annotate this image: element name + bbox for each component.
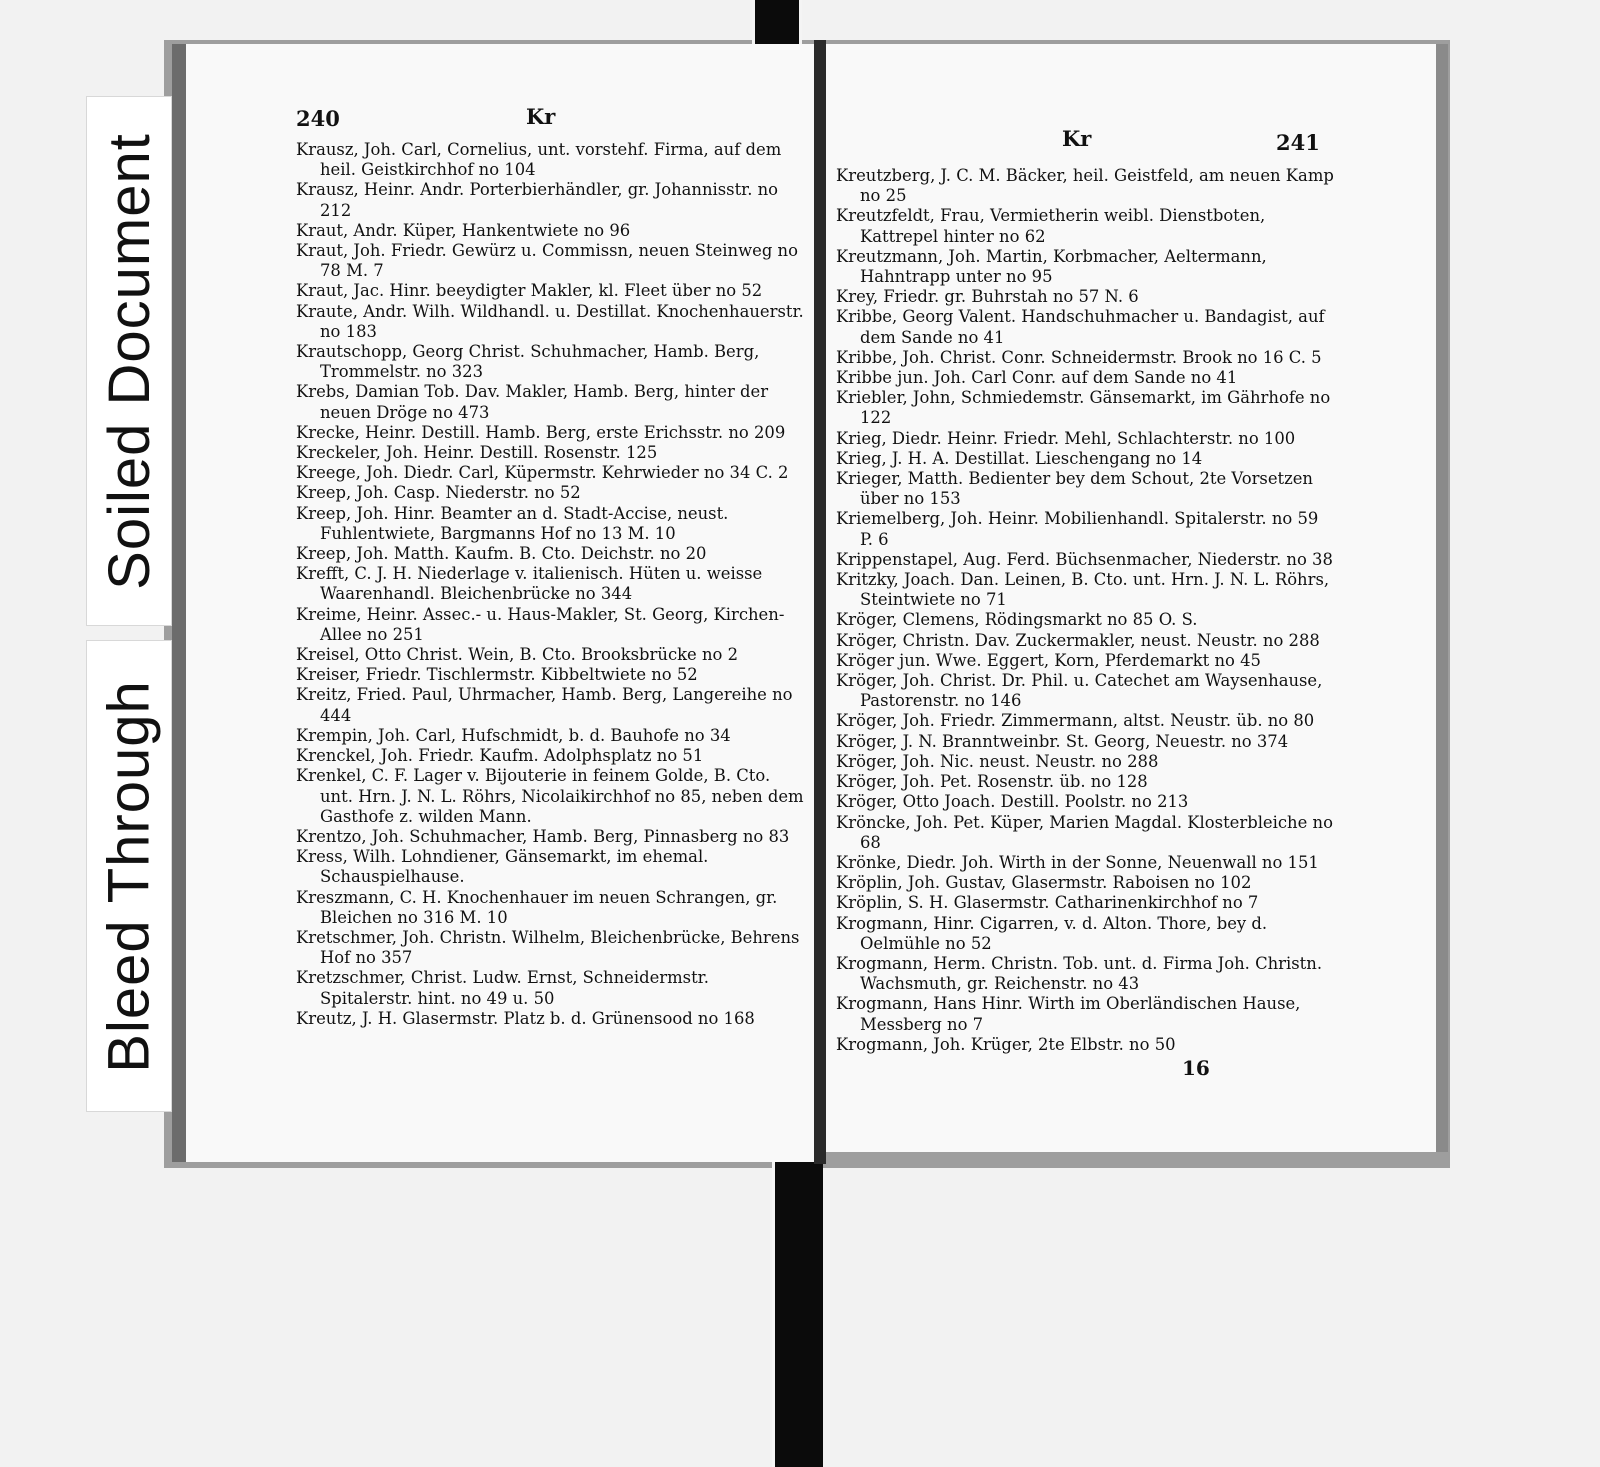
directory-entry: Kraut, Jac. Hinr. beeydigter Makler, kl. Fleet über no 52 (296, 281, 763, 301)
directory-entry: Kröger jun. Wwe. Eggert, Korn, Pferdemarkt no 45 (836, 650, 1261, 670)
right-entry-list (836, 166, 1336, 1055)
bleed-through-label (86, 640, 172, 1112)
directory-entry: Kröger, Clemens, Rödingsmarkt no 85 O. S. (836, 610, 1198, 630)
directory-entry: Kreckeler, Joh. Heinr. Destill. Rosenstr. 125 (296, 443, 658, 463)
left-entry-list (296, 140, 806, 1029)
book-spine-top (752, 0, 802, 50)
directory-entry: Krenkel, C. F. Lager v. Bijouterie in feinem Golde, B. Cto. unt. Hrn. J. N. L. Röhrs, Nicolaikirchhof no 85, neben dem Gasthofe z. wilden Mann. (296, 766, 804, 826)
signature-mark: 16 (1182, 1056, 1210, 1080)
directory-entry: Kriemelberg, Joh. Heinr. Mobilienhandl. Spitalerstr. no 59 P. 6 (836, 509, 1319, 549)
directory-entry: Krenckel, Joh. Friedr. Kaufm. Adolphsplatz no 51 (296, 746, 704, 766)
directory-entry: Kröncke, Joh. Pet. Küper, Marien Magdal. Klosterbleiche no 68 (836, 812, 1333, 852)
directory-entry: Krausz, Heinr. Andr. Porterbierhändler, gr. Johannisstr. no 212 (296, 180, 779, 220)
directory-entry: Kreutzfeldt, Frau, Vermietherin weibl. Dienstboten, Kattrepel hinter no 62 (836, 206, 1266, 246)
directory-entry: Kraute, Andr. Wilh. Wildhandl. u. Destillat. Knochenhauerstr. no 183 (296, 301, 804, 341)
directory-entry: Kreime, Heinr. Assec.- u. Haus-Makler, St. Georg, Kirchen-Allee no 251 (296, 604, 785, 644)
directory-entry: Kreutzmann, Joh. Martin, Korbmacher, Aeltermann, Hahntrapp unter no 95 (836, 246, 1267, 287)
left-page-header: Kr (526, 104, 556, 129)
directory-entry: Krogmann, Herm. Christn. Tob. unt. d. Firma Joh. Christn. Wachsmuth, gr. Reichenstr. no 43 (836, 953, 1323, 994)
soiled-document-text: Soiled Document (96, 132, 162, 590)
directory-entry: Krieger, Matth. Bedienter bey dem Schout, 2te Vorsetzen über no 153 (836, 469, 1313, 509)
directory-entry: Kröger, Joh. Christ. Dr. Phil. u. Catechet am Waysenhause, Pastorenstr. no 146 (836, 671, 1323, 711)
right-page (826, 44, 1448, 1152)
directory-entry: Krentzo, Joh. Schuhmacher, Hamb. Berg, Pinnasberg no 83 (296, 826, 790, 846)
directory-entry: Kribbe, Georg Valent. Handschuhmacher u. Bandagist, auf dem Sande no 41 (836, 307, 1325, 347)
bleed-through-text: Bleed Through (96, 679, 162, 1073)
directory-entry: Krippenstapel, Aug. Ferd. Büchsenmacher, Niederstr. no 38 (836, 549, 1333, 569)
directory-entry: Kretzschmer, Christ. Ludw. Ernst, Schneidermstr. Spitalerstr. hint. no 49 u. 50 (296, 968, 709, 1008)
directory-entry: Kretschmer, Joh. Christn. Wilhelm, Bleichenbrücke, Behrens Hof no 357 (296, 927, 800, 968)
directory-entry: Kröger, J. N. Branntweinbr. St. Georg, Neuestr. no 374 (836, 731, 1289, 751)
directory-entry: Krogmann, Hinr. Cigarren, v. d. Alton. Thore, bey d. Oelmühle no 52 (836, 913, 1268, 953)
directory-entry: Kraut, Andr. Küper, Hankentwiete no 96 (296, 220, 631, 240)
directory-entry: Kreep, Joh. Hinr. Beamter an d. Stadt-Accise, neust. Fuhlentwiete, Bargmanns Hof no 13 M. 10 (296, 503, 729, 543)
book-gutter (814, 40, 826, 1164)
directory-entry: Kriebler, John, Schmiedemstr. Gänsemarkt, im Gährhofe no 122 (836, 388, 1331, 428)
directory-entry: Krönke, Diedr. Joh. Wirth in der Sonne, Neuenwall no 151 (836, 852, 1319, 872)
directory-entry: Krempin, Joh. Carl, Hufschmidt, b. d. Bauhofe no 34 (296, 725, 731, 745)
directory-entry: Kreisel, Otto Christ. Wein, B. Cto. Brooksbrücke no 2 (296, 645, 739, 665)
directory-entry: Kröplin, S. H. Glasermstr. Catharinenkirchhof no 7 (836, 893, 1259, 913)
directory-entry: Kreiser, Friedr. Tischlermstr. Kibbeltwiete no 52 (296, 665, 698, 685)
directory-entry: Kribbe, Joh. Christ. Conr. Schneidermstr. Brook no 16 C. 5 (836, 347, 1322, 367)
directory-entry: Kreutz, J. H. Glasermstr. Platz b. d. Grünensood no 168 (296, 1008, 755, 1028)
directory-entry: Kreutzberg, J. C. M. Bäcker, heil. Geistfeld, am neuen Kamp no 25 (836, 166, 1334, 206)
directory-entry: Kröplin, Joh. Gustav, Glasermstr. Raboisen no 102 (836, 873, 1252, 893)
directory-entry: Kröger, Joh. Friedr. Zimmermann, altst. Neustr. üb. no 80 (836, 711, 1315, 731)
directory-entry: Kreege, Joh. Diedr. Carl, Küpermstr. Kehrwieder no 34 C. 2 (296, 463, 789, 483)
directory-entry: Kröger, Christn. Dav. Zuckermakler, neust. Neustr. no 288 (836, 630, 1320, 650)
book-spine-bottom (772, 1146, 823, 1467)
directory-entry: Kreep, Joh. Matth. Kaufm. B. Cto. Deichstr. no 20 (296, 544, 707, 564)
directory-entry: Kritzky, Joach. Dan. Leinen, B. Cto. unt. Hrn. J. N. L. Röhrs, Steintwiete no 71 (836, 570, 1330, 610)
directory-entry: Kröger, Otto Joach. Destill. Poolstr. no 213 (836, 792, 1189, 812)
directory-entry: Krausz, Joh. Carl, Cornelius, unt. vorstehf. Firma, auf dem heil. Geistkirchhof no 104 (296, 140, 782, 180)
directory-entry: Krogmann, Joh. Krüger, 2te Elbstr. no 50 (836, 1034, 1176, 1054)
directory-entry: Krey, Friedr. gr. Buhrstah no 57 N. 6 (836, 287, 1139, 307)
directory-entry: Kröger, Joh. Pet. Rosenstr. üb. no 128 (836, 772, 1148, 792)
directory-entry: Krautschopp, Georg Christ. Schuhmacher, Hamb. Berg, Trommelstr. no 323 (296, 342, 760, 382)
right-page-header: Kr (1062, 126, 1092, 151)
directory-entry: Kreitz, Fried. Paul, Uhrmacher, Hamb. Berg, Langereihe no 444 (296, 685, 793, 725)
directory-entry: Kribbe jun. Joh. Carl Conr. auf dem Sande no 41 (836, 368, 1238, 388)
left-page-number: 240 (296, 106, 340, 131)
right-page-number: 241 (1276, 130, 1320, 155)
directory-entry: Krebs, Damian Tob. Dav. Makler, Hamb. Berg, hinter der neuen Dröge no 473 (296, 382, 769, 422)
directory-entry: Krieg, Diedr. Heinr. Friedr. Mehl, Schlachterstr. no 100 (836, 428, 1296, 448)
directory-entry: Kress, Wilh. Lohndiener, Gänsemarkt, im ehemal. Schauspielhause. (296, 847, 709, 887)
directory-entry: Kröger, Joh. Nic. neust. Neustr. no 288 (836, 751, 1159, 771)
directory-entry: Krefft, C. J. H. Niederlage v. italienisch. Hüten u. weisse Waarenhandl. Bleichenbrücke no 344 (296, 564, 763, 604)
directory-entry: Krogmann, Hans Hinr. Wirth im Oberländischen Hause, Messberg no 7 (836, 994, 1301, 1034)
directory-entry: Kreep, Joh. Casp. Niederstr. no 52 (296, 483, 581, 503)
directory-entry: Kraut, Joh. Friedr. Gewürz u. Commissn, neuen Steinweg no 78 M. 7 (296, 241, 798, 281)
left-page (172, 44, 816, 1162)
directory-entry: Krieg, J. H. A. Destillat. Lieschengang no 14 (836, 448, 1203, 468)
directory-entry: Krecke, Heinr. Destill. Hamb. Berg, erste Erichsstr. no 209 (296, 422, 786, 442)
soiled-document-label (86, 96, 172, 626)
directory-entry: Kreszmann, C. H. Knochenhauer im neuen Schrangen, gr. Bleichen no 316 M. 10 (296, 887, 778, 927)
